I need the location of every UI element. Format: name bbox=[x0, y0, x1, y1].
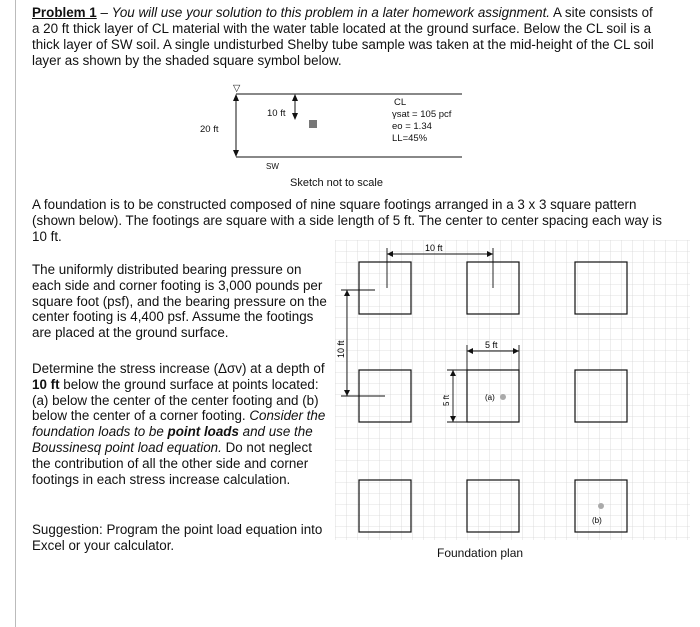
plan-top-dim-label: 10 ft bbox=[425, 243, 443, 253]
suggestion-text: Suggestion: Program the point load equation into Excel or your calculator. bbox=[32, 522, 323, 553]
point-b-marker bbox=[598, 503, 604, 509]
plan-grid bbox=[335, 240, 690, 540]
depth-label: 10 ft bbox=[267, 108, 286, 119]
problem-title: Problem 1 bbox=[32, 5, 97, 20]
problem-note: You will use your solution to this problem in a later homework assignment. bbox=[111, 5, 551, 20]
liquid-limit-label: LL=45% bbox=[392, 133, 428, 144]
shelby-sample-symbol bbox=[309, 120, 317, 128]
title-dash: – bbox=[96, 5, 112, 20]
plan-caption: Foundation plan bbox=[437, 546, 524, 560]
thickness-arrow-bottom bbox=[233, 150, 239, 157]
point-a-label: (a) bbox=[485, 393, 495, 402]
void-ratio-label: eo = 1.34 bbox=[392, 121, 432, 132]
soil-profile-sketch bbox=[190, 82, 490, 182]
question-italic1: Consider the foundation loads to be bbox=[32, 408, 326, 440]
cl-label: CL bbox=[394, 97, 407, 108]
thickness-label: 20 ft bbox=[200, 124, 219, 135]
point-a-marker bbox=[500, 394, 506, 400]
water-table-symbol: ▽ bbox=[233, 83, 241, 94]
question-text bbox=[32, 361, 332, 487]
sw-label: SW bbox=[266, 162, 279, 171]
question-italic2: and use the Boussinesq point load equation. bbox=[32, 424, 313, 455]
foundation-plan-drawing bbox=[335, 240, 690, 540]
point-b-label: (b) bbox=[592, 516, 602, 525]
question-part1: Determine the stress increase (Δσv) at a depth of bbox=[32, 361, 325, 376]
problem-body: A site consists of a 20 ft thick layer of CL material with the water table located at the ground surface. Below the CL soil is a thick layer of SW soil. A single undisturbed Shelby tube sample was taken at the mid-height of the CL soil layer as shown by the shaded square symbol below. bbox=[32, 5, 654, 68]
bearing-pressure-text: The uniformly distributed bearing pressure on each side and corner footing is 3,000 pounds per square foot (psf), and the bearing pressure on the center footing is 4,400 psf. Assume the footings are placed at the ground surface. bbox=[32, 262, 327, 341]
plan-width-dim-label: 5 ft bbox=[485, 340, 498, 350]
page-left-border bbox=[15, 0, 16, 627]
foundation-intro: A foundation is to be constructed composed of nine square footings arranged in a 3 x 3 square pattern (shown below). The footings are square with a side length of 5 ft. The center to center spacing each way is 10 ft. bbox=[32, 197, 662, 244]
question-part2: below the ground surface at points located: (a) below the center of the center footing and (b) below the center of a corner footing. bbox=[32, 376, 319, 424]
problem-statement bbox=[32, 5, 662, 69]
question-part3: Do not neglect the contribution of all the other side and corner footings in each stress increase calculation. bbox=[32, 439, 312, 487]
gamma-label: γsat = 105 pcf bbox=[392, 109, 452, 120]
depth-arrow-bottom bbox=[292, 113, 298, 120]
question-point-loads: point loads bbox=[167, 424, 239, 440]
thickness-arrow-top bbox=[233, 94, 239, 101]
depth-arrow-top bbox=[292, 94, 298, 101]
question-depth: 10 ft bbox=[32, 376, 60, 392]
sketch-caption: Sketch not to scale bbox=[290, 177, 383, 189]
plan-height-dim-label: 5 ft bbox=[442, 394, 451, 406]
plan-left-dim-label: 10 ft bbox=[336, 340, 346, 358]
